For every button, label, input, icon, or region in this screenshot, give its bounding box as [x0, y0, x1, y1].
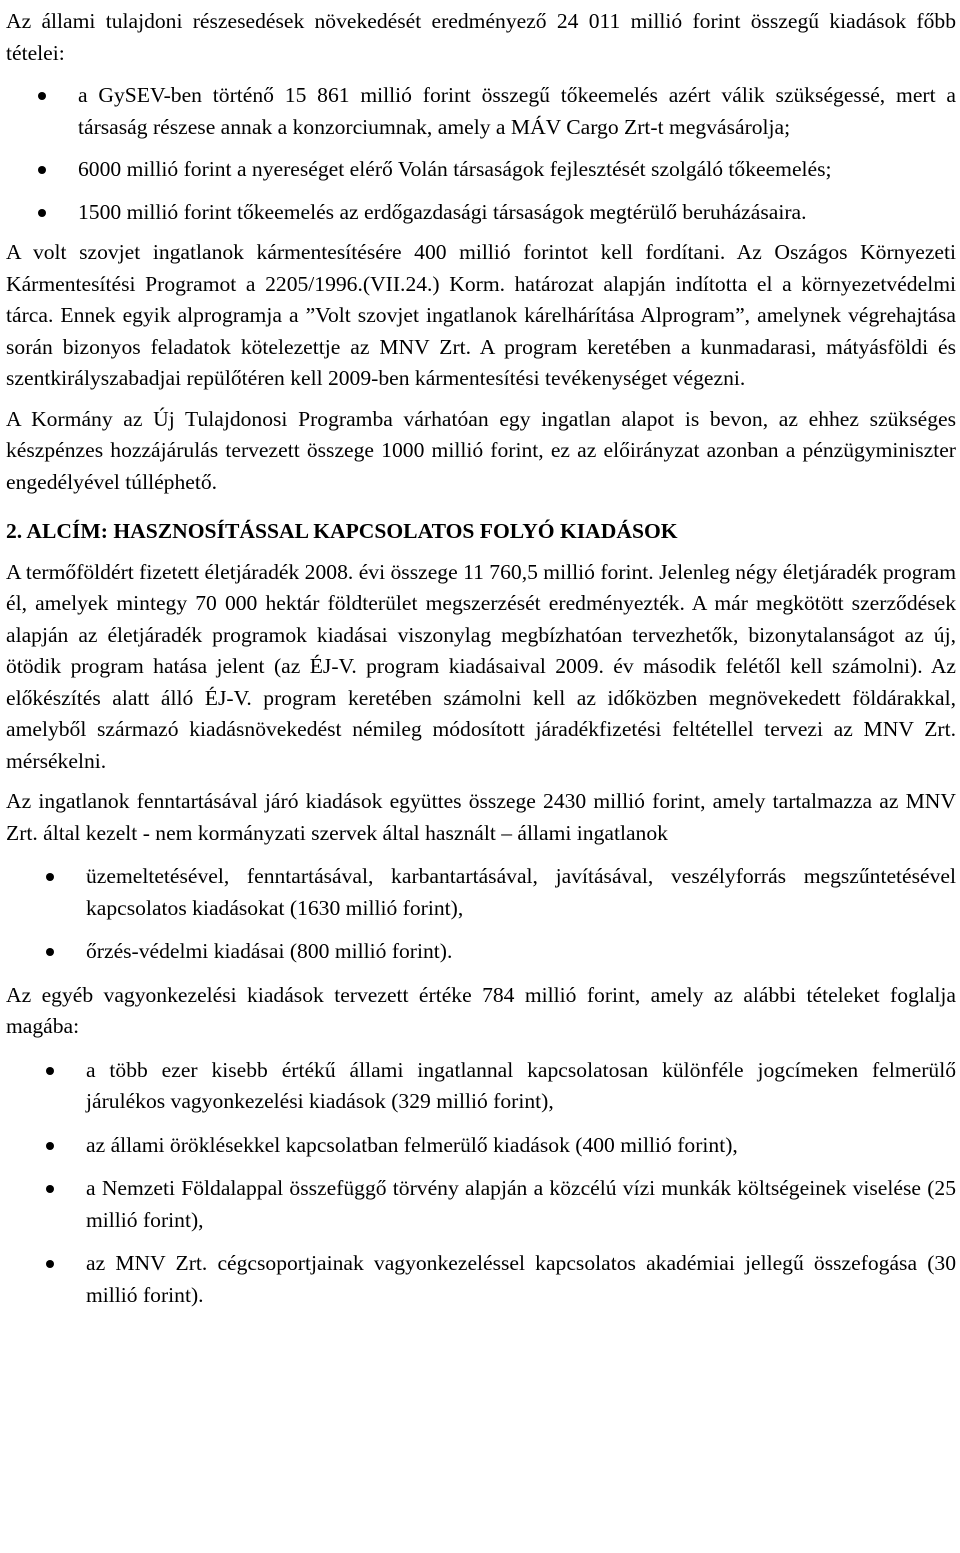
list-capital-increase — [6, 80, 956, 228]
paragraph-intro: Az állami tulajdoni részesedések növekedését eredményező 24 011 millió forint összegű kiadások főbb tételei: — [6, 9, 956, 65]
list-item: a több ezer kisebb értékű állami ingatlannal kapcsolatosan különféle jogcímeken felmerülő járulékos vagyonkezelési kiadások (329 millió forint), — [6, 1055, 956, 1118]
document-page — [6, 0, 956, 1311]
paragraph-life-annuity: A termőföldért fizetett életjáradék 2008. évi összege 11 760,5 millió forint. Jelenleg négy életjáradék program él, amelyek mintegy 70 000 hektár földterület megszerzését eredményezték. A már megkötött szerződések alapján az életjáradék programok kiadásai viszonylag megbízhatóan tervezhetők, bizonytalanságot az új, ötödik program hatása jelent (az ÉJ-V. program kiadásaival 2009. év második felétől kell számolni). Az előkészítés alatt álló ÉJ-V. program keretében számolni kell az időközben megnövekedett földárakkal, amelyből származó kiadásnövekedést némileg módosított járadékfizetési feltétellel tervezi az MNV Zrt. mérsékelni. — [6, 559, 956, 773]
list-item: az állami öröklésekkel kapcsolatban felmerülő kiadások (400 millió forint), — [6, 1130, 956, 1162]
paragraph-other-management: Az egyéb vagyonkezelési kiadások tervezett értéke 784 millió forint, amely az alábbi tételeket foglalja magába: — [6, 982, 956, 1038]
list-item: 6000 millió forint a nyereséget elérő Volán társaságok fejlesztését szolgáló tőkeemelés; — [6, 154, 956, 186]
list-item: üzemeltetésével, fenntartásával, karbantartásával, javításával, veszélyforrás megszűntetésével kapcsolatos kiadásokat (1630 millió forint), — [6, 861, 956, 924]
paragraph-soviet-properties: A volt szovjet ingatlanok kármentesítésére 400 millió forintot kell fordítani. Az Oszágos Környezeti Kármentesítési Programot a 2205/1996.(VII.24.) Korm. határozat alapján indította el a környezetvédelmi tárca. Ennek egyik alprogramja a ”Volt szovjet ingatlanok kárelhárítása Alprogram”, amelynek végrehajtása során bizonyos feladatok kötelezettje az MNV Zrt. A program keretében a kunmadarasi, mátyásföldi és szentkirályszabadjai repülőtéren kell 2009-ben kármentesítési tevékenységet végezni. — [6, 240, 956, 390]
list-other-management-costs — [6, 1055, 956, 1312]
section-heading: 2. ALCÍM: HASZNOSÍTÁSSAL KAPCSOLATOS FOLYÓ KIADÁSOK — [6, 519, 678, 543]
list-maintenance-costs — [6, 861, 956, 968]
list-item: a Nemzeti Földalappal összefüggő törvény alapján a közcélú vízi munkák költségeinek viselése (25 millió forint), — [6, 1173, 956, 1236]
list-item: az MNV Zrt. cégcsoportjainak vagyonkezeléssel kapcsolatos akadémiai jellegű összefogása (30 millió forint). — [6, 1248, 956, 1311]
paragraph-owner-program: A Kormány az Új Tulajdonosi Programba várhatóan egy ingatlan alapot is bevon, az ehhez szükséges készpénzes hozzájárulás tervezett összege 1000 millió forint, ez az előirányzat azonban a pénzügyminiszter engedélyével túlléphető. — [6, 406, 956, 494]
list-item: 1500 millió forint tőkeemelés az erdőgazdasági társaságok megtérülő beruházásaira. — [6, 197, 956, 229]
paragraph-property-maintenance: Az ingatlanok fenntartásával járó kiadások együttes összege 2430 millió forint, amely tartalmazza az MNV Zrt. által kezelt - nem kormányzati szervek által használt – állami ingatlanok — [6, 789, 956, 845]
list-item: őrzés-védelmi kiadásai (800 millió forint). — [6, 936, 956, 968]
list-item: a GySEV-ben történő 15 861 millió forint összegű tőkeemelés azért válik szükségessé, mert a társaság részese annak a konzorciumnak, amely a MÁV Cargo Zrt-t megvásárolja; — [6, 80, 956, 143]
